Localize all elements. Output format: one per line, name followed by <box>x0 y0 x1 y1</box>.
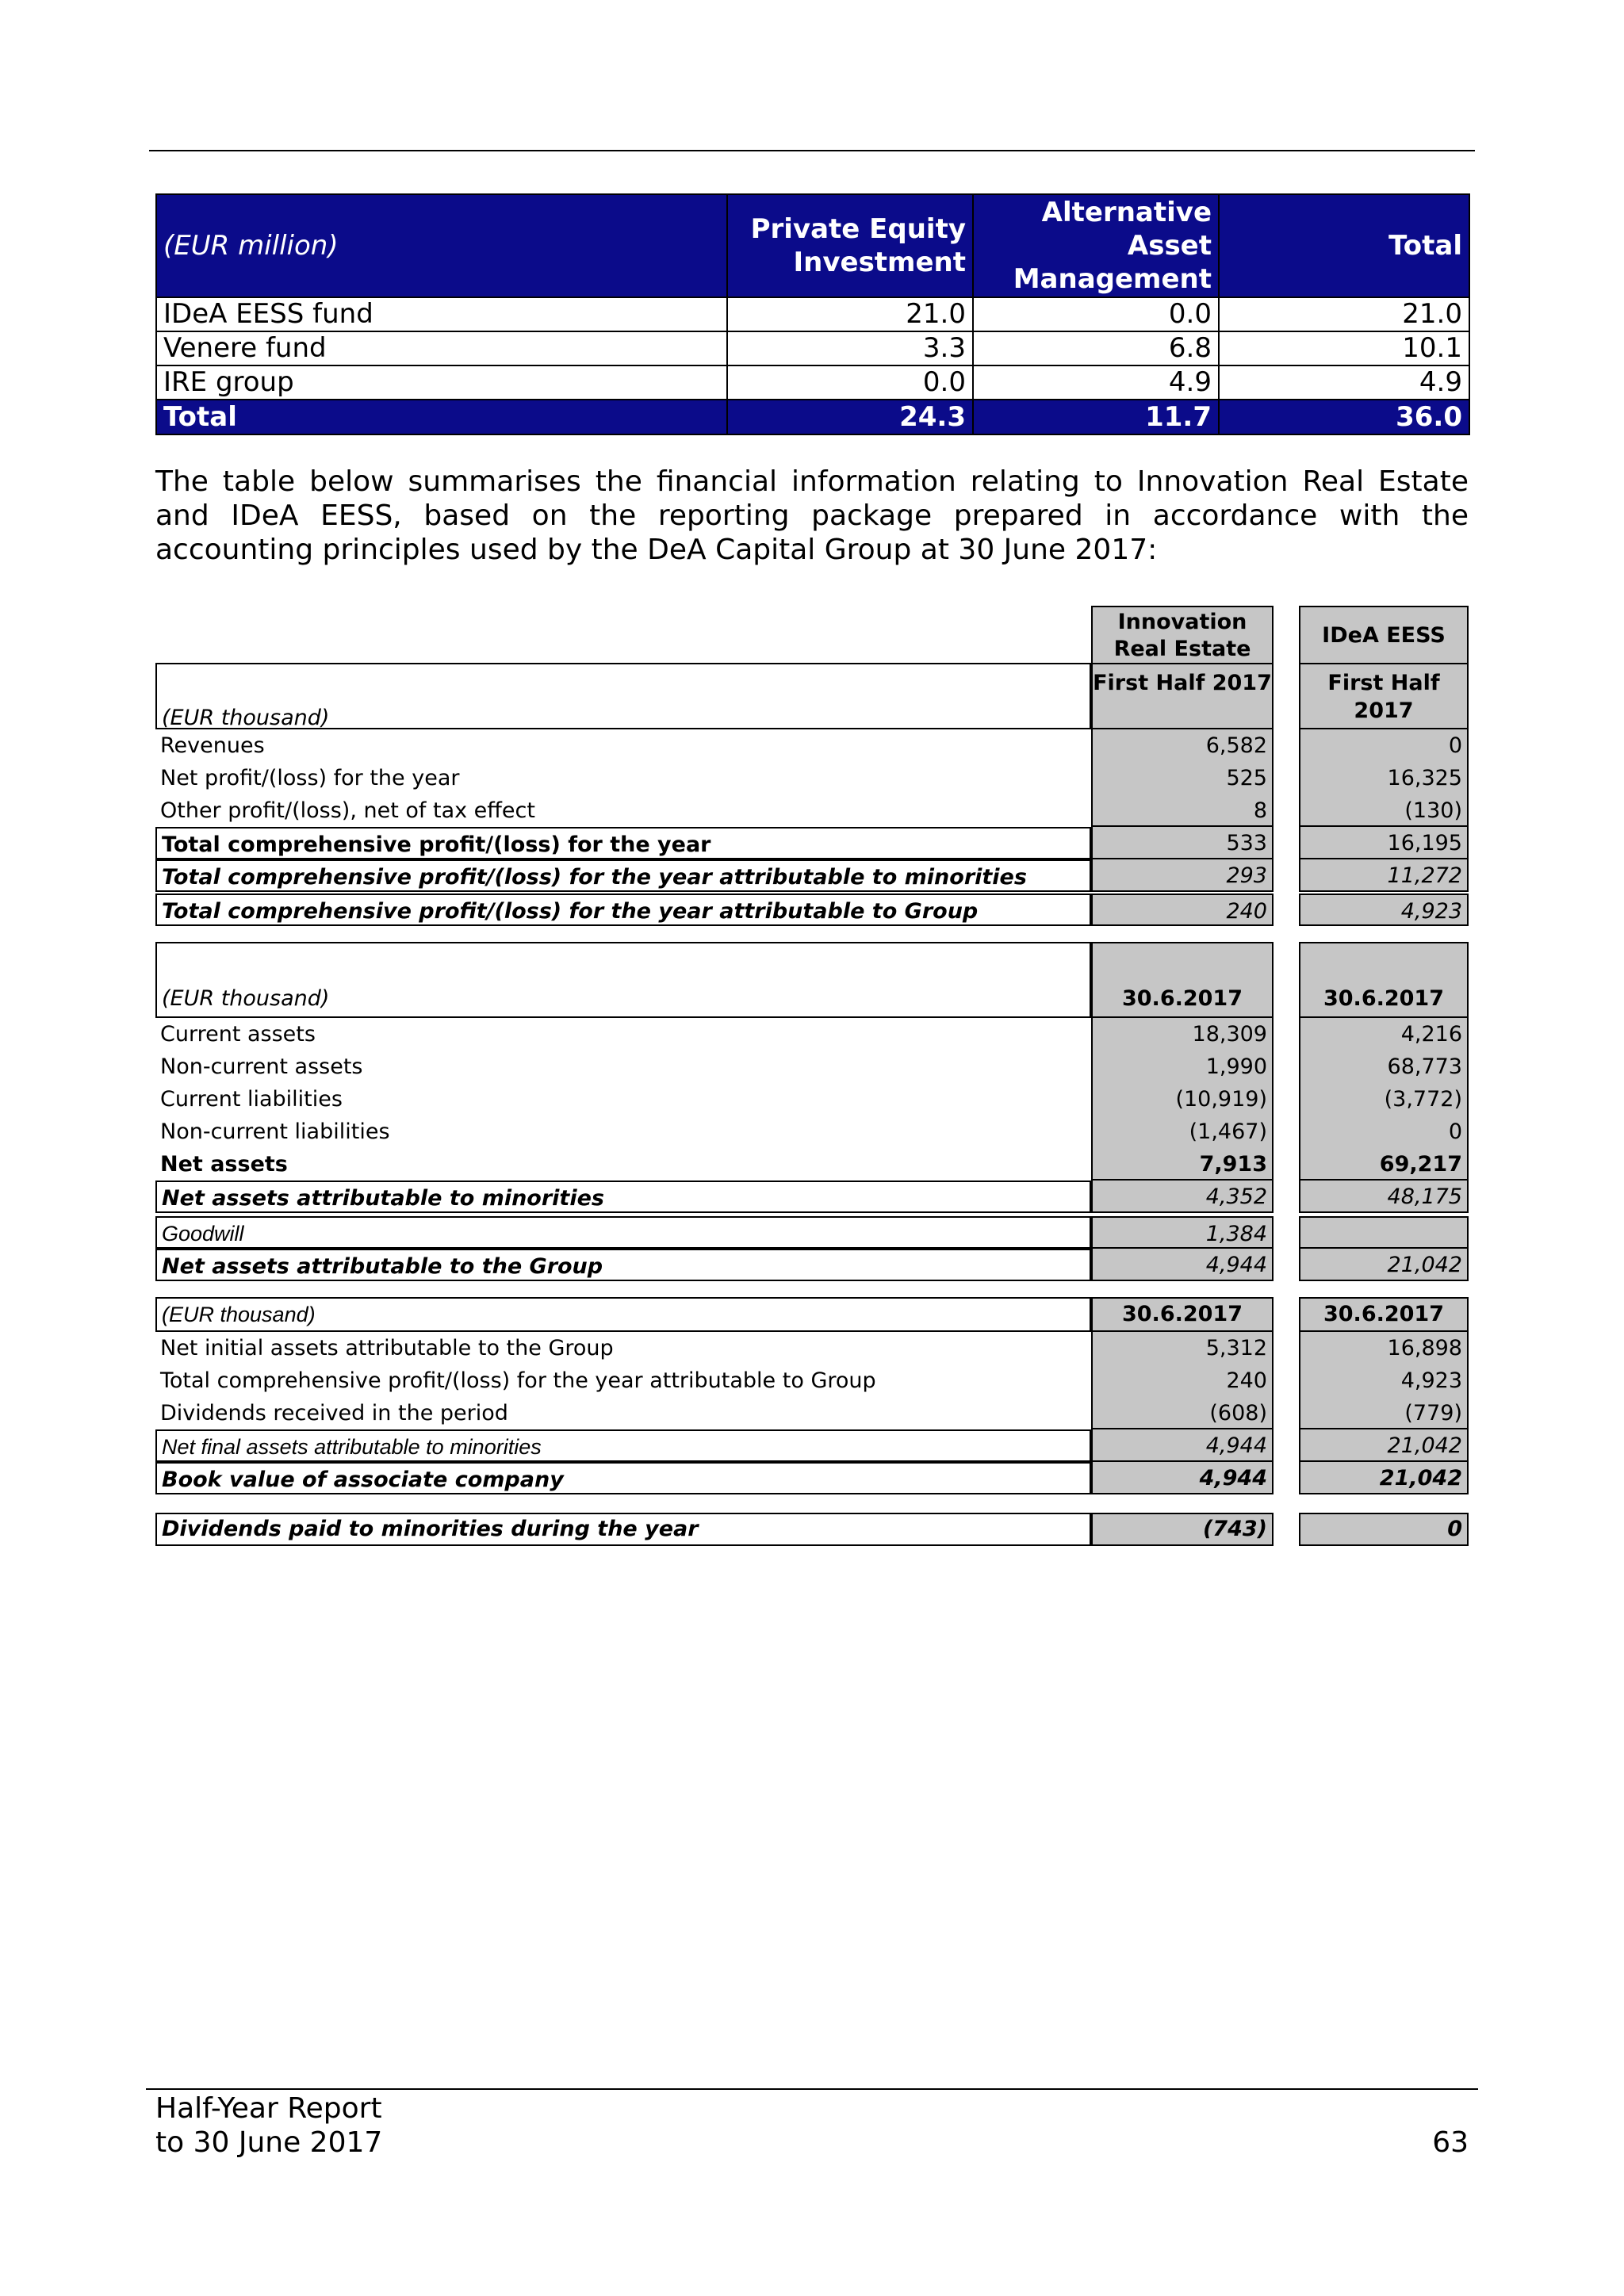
cell-value: 4,944 <box>1091 1249 1274 1281</box>
cell-value: 0 <box>1299 1115 1469 1148</box>
row-label: IRE group <box>156 365 727 400</box>
table-row <box>155 1462 1469 1494</box>
row-label: Dividends received in the period <box>160 1401 508 1425</box>
cell-value: 8 <box>1091 794 1274 827</box>
total-value: 24.3 <box>727 400 973 434</box>
balance-table <box>155 942 1469 1281</box>
cell-value: 525 <box>1091 762 1274 794</box>
cell-value: 21,042 <box>1299 1462 1469 1494</box>
date-eess: 30.6.2017 <box>1299 942 1469 1018</box>
cell-value: 16,898 <box>1299 1332 1469 1364</box>
cell-value: 4,923 <box>1299 1364 1469 1397</box>
cell-value: 1,384 <box>1091 1216 1274 1249</box>
cell-value: 3.3 <box>727 331 973 365</box>
row-label: Net assets attributable to the Group <box>155 1249 1091 1281</box>
cell-value: 21.0 <box>727 297 973 331</box>
header-rule <box>149 150 1475 151</box>
row-label: Other profit/(loss), net of tax effect <box>160 798 535 823</box>
table-row <box>155 1397 1469 1429</box>
cell-value: 4,216 <box>1299 1018 1469 1050</box>
date-ire: 30.6.2017 <box>1091 942 1274 1018</box>
cell-value: 7,913 <box>1091 1148 1274 1181</box>
cell-value: 16,325 <box>1299 762 1469 794</box>
date-eess: 30.6.2017 <box>1299 1297 1469 1332</box>
cell-value: 4,944 <box>1091 1429 1274 1462</box>
table-row <box>155 1115 1469 1148</box>
table-row <box>155 1332 1469 1364</box>
segment-unit-label: (EUR million) <box>156 194 727 297</box>
row-label: Total comprehensive profit/(loss) for the year attributable to Group <box>160 1368 876 1393</box>
cell-value: (779) <box>1299 1397 1469 1429</box>
table-row <box>155 1018 1469 1050</box>
cell-value: 48,175 <box>1299 1181 1469 1213</box>
row-label: Dividends paid to minorities during the year <box>155 1513 1091 1546</box>
cell-value: 293 <box>1091 859 1274 892</box>
table-row <box>155 1513 1469 1546</box>
cell-value: (10,919) <box>1091 1083 1274 1115</box>
table-row <box>155 1216 1469 1249</box>
segment-table <box>155 193 1470 435</box>
cell-value: 4,944 <box>1091 1462 1274 1494</box>
cell-value: 6,582 <box>1091 729 1274 762</box>
period-header-row <box>155 663 1469 729</box>
balance-header-row <box>155 942 1469 1018</box>
bookvalue-unit-label: (EUR thousand) <box>155 1297 1091 1332</box>
date-ire: 30.6.2017 <box>1091 1297 1274 1332</box>
table-row <box>155 1181 1469 1213</box>
cell-value: 4.9 <box>1219 365 1469 400</box>
row-label: Net final assets attributable to minorities <box>155 1429 1091 1462</box>
cell-value: 0.0 <box>727 365 973 400</box>
table-row <box>155 894 1469 926</box>
cell-value: (3,772) <box>1299 1083 1469 1115</box>
bookvalue-table <box>155 1297 1469 1494</box>
row-label: Net initial assets attributable to the Group <box>160 1336 614 1360</box>
cell-value: 18,309 <box>1091 1018 1274 1050</box>
dividends-table <box>155 1513 1469 1546</box>
row-label: Revenues <box>160 733 265 758</box>
table-row <box>155 1429 1469 1462</box>
cell-value <box>1299 1216 1469 1249</box>
cell-value: 68,773 <box>1299 1050 1469 1083</box>
company-header-row <box>155 606 1469 663</box>
row-label: Current assets <box>160 1022 316 1047</box>
total-value: 11.7 <box>973 400 1219 434</box>
intro-paragraph: The table below summarises the financial information relating to Innovation Real Estate and IDeA EESS, based on the reporting package prepared in accordance with the accounting principles used by the DeA Capital Group at 30 June 2017: <box>155 465 1469 566</box>
row-label: Book value of associate company <box>155 1462 1091 1494</box>
income-table <box>155 606 1469 926</box>
col-header-total: Total <box>1219 194 1469 297</box>
footer-rule <box>146 2088 1478 2090</box>
footer-report-title <box>155 2091 382 2160</box>
row-label: IDeA EESS fund <box>156 297 727 331</box>
cell-value: (608) <box>1091 1397 1274 1429</box>
col-header-alternative-asset: Alternative Asset Management <box>973 194 1219 297</box>
cell-value: 6.8 <box>973 331 1219 365</box>
col-header-innovation-real-estate: Innovation Real Estate <box>1091 606 1274 663</box>
table-row <box>155 1148 1469 1181</box>
table-row <box>155 1050 1469 1083</box>
segment-table-header <box>156 194 1469 297</box>
cell-value: 4,923 <box>1299 894 1469 926</box>
table-row <box>155 827 1469 859</box>
footer-line-2: to 30 June 2017 <box>155 2126 383 2159</box>
page-number: 63 <box>1432 2126 1469 2159</box>
cell-value: 5,312 <box>1091 1332 1274 1364</box>
row-label: Current liabilities <box>160 1087 343 1112</box>
cell-value: 11,272 <box>1299 859 1469 892</box>
row-label: Net profit/(loss) for the year <box>160 766 460 790</box>
row-label: Non-current assets <box>160 1054 363 1079</box>
cell-value: (1,467) <box>1091 1115 1274 1148</box>
cell-value: 1,990 <box>1091 1050 1274 1083</box>
cell-value: 10.1 <box>1219 331 1469 365</box>
income-unit-label: (EUR thousand) <box>155 663 1091 729</box>
cell-value: 533 <box>1091 827 1274 859</box>
cell-value: 16,195 <box>1299 827 1469 859</box>
cell-value: 4.9 <box>973 365 1219 400</box>
cell-value: 69,217 <box>1299 1148 1469 1181</box>
table-row <box>155 729 1469 762</box>
table-row <box>155 1364 1469 1397</box>
cell-value: 4,352 <box>1091 1181 1274 1213</box>
cell-value: 240 <box>1091 1364 1274 1397</box>
table-row <box>155 794 1469 827</box>
col-header-private-equity: Private Equity Investment <box>727 194 973 297</box>
cell-value: (743) <box>1091 1513 1274 1546</box>
row-label: Total comprehensive profit/(loss) for the year attributable to Group <box>155 894 1091 926</box>
cell-value: 0.0 <box>973 297 1219 331</box>
total-label: Total <box>156 400 727 434</box>
table-row <box>155 762 1469 794</box>
cell-value: 21,042 <box>1299 1429 1469 1462</box>
period-ire: First Half 2017 <box>1091 663 1274 729</box>
balance-unit-label: (EUR thousand) <box>155 942 1091 1018</box>
footer-line-1: Half-Year Report <box>155 2092 382 2125</box>
row-label: Goodwill <box>155 1216 1091 1249</box>
table-row <box>155 1083 1469 1115</box>
row-label: Total comprehensive profit/(loss) for the year <box>155 827 1091 859</box>
cell-value: 21,042 <box>1299 1249 1469 1281</box>
row-label: Non-current liabilities <box>160 1119 390 1144</box>
period-eess: First Half 2017 <box>1299 663 1469 729</box>
row-label: Venere fund <box>156 331 727 365</box>
table-row <box>155 859 1469 892</box>
cell-value: (130) <box>1299 794 1469 827</box>
cell-value: 0 <box>1299 729 1469 762</box>
row-label: Net assets attributable to minorities <box>155 1181 1091 1213</box>
bookvalue-header-row <box>155 1297 1469 1332</box>
row-label: Total comprehensive profit/(loss) for the year attributable to minorities <box>155 859 1091 892</box>
table-row <box>156 365 1469 400</box>
row-label: Net assets <box>160 1152 288 1177</box>
cell-value: 240 <box>1091 894 1274 926</box>
table-row <box>155 1249 1469 1281</box>
total-value: 36.0 <box>1219 400 1469 434</box>
segment-total-row <box>156 400 1469 434</box>
table-row <box>156 297 1469 331</box>
table-row <box>156 331 1469 365</box>
col-header-idea-eess: IDeA EESS <box>1299 606 1469 663</box>
cell-value: 21.0 <box>1219 297 1469 331</box>
cell-value: 0 <box>1299 1513 1469 1546</box>
